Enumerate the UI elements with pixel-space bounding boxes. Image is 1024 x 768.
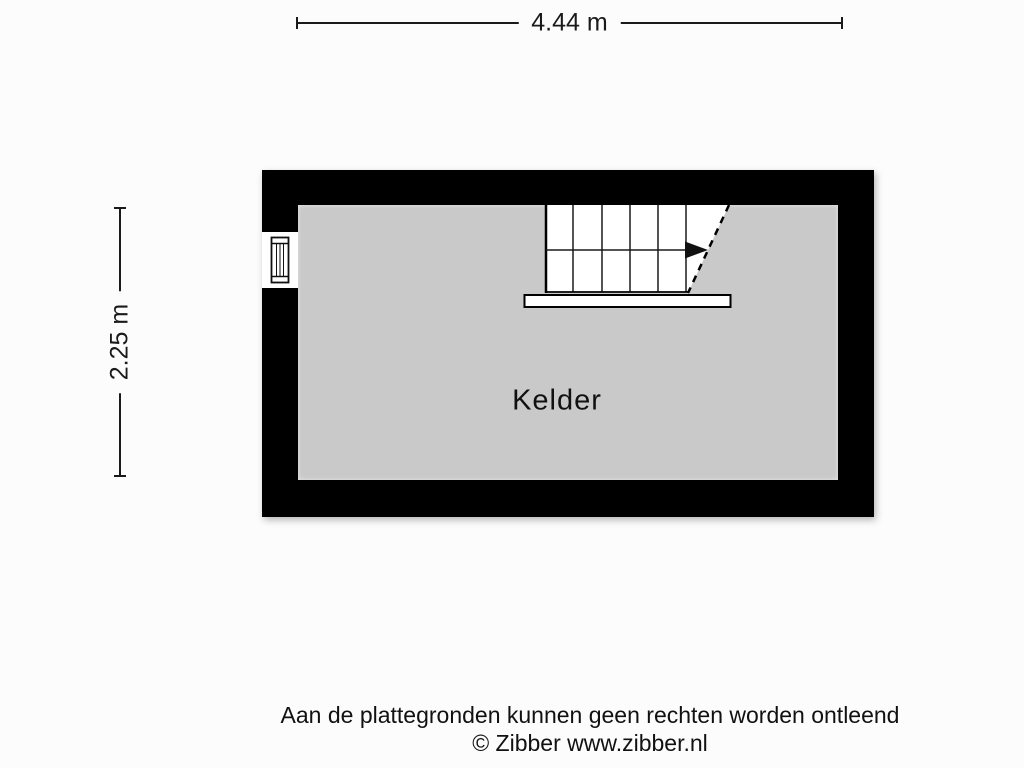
stair-landing-bar bbox=[525, 295, 731, 307]
width-dimension bbox=[296, 8, 843, 37]
width-dimension-label: 4.44 m bbox=[518, 9, 620, 38]
height-dimension bbox=[105, 207, 134, 477]
dimension-tick bbox=[296, 17, 298, 29]
height-dimension-label: 2.25 m bbox=[106, 291, 135, 393]
disclaimer-text: Aan de plattegronden kunnen geen rechten worden ontleend bbox=[280, 702, 900, 728]
window-glyph bbox=[262, 232, 298, 288]
copyright-text: © Zibber www.zibber.nl bbox=[472, 730, 708, 756]
staircase-icon bbox=[520, 205, 735, 310]
dimension-tick bbox=[841, 17, 843, 29]
footer bbox=[281, 701, 900, 757]
dimension-tick bbox=[114, 475, 126, 477]
floor-plan bbox=[262, 170, 874, 517]
dimension-tick bbox=[114, 207, 126, 209]
window-icon bbox=[262, 232, 298, 288]
room-label: Kelder bbox=[512, 384, 602, 417]
